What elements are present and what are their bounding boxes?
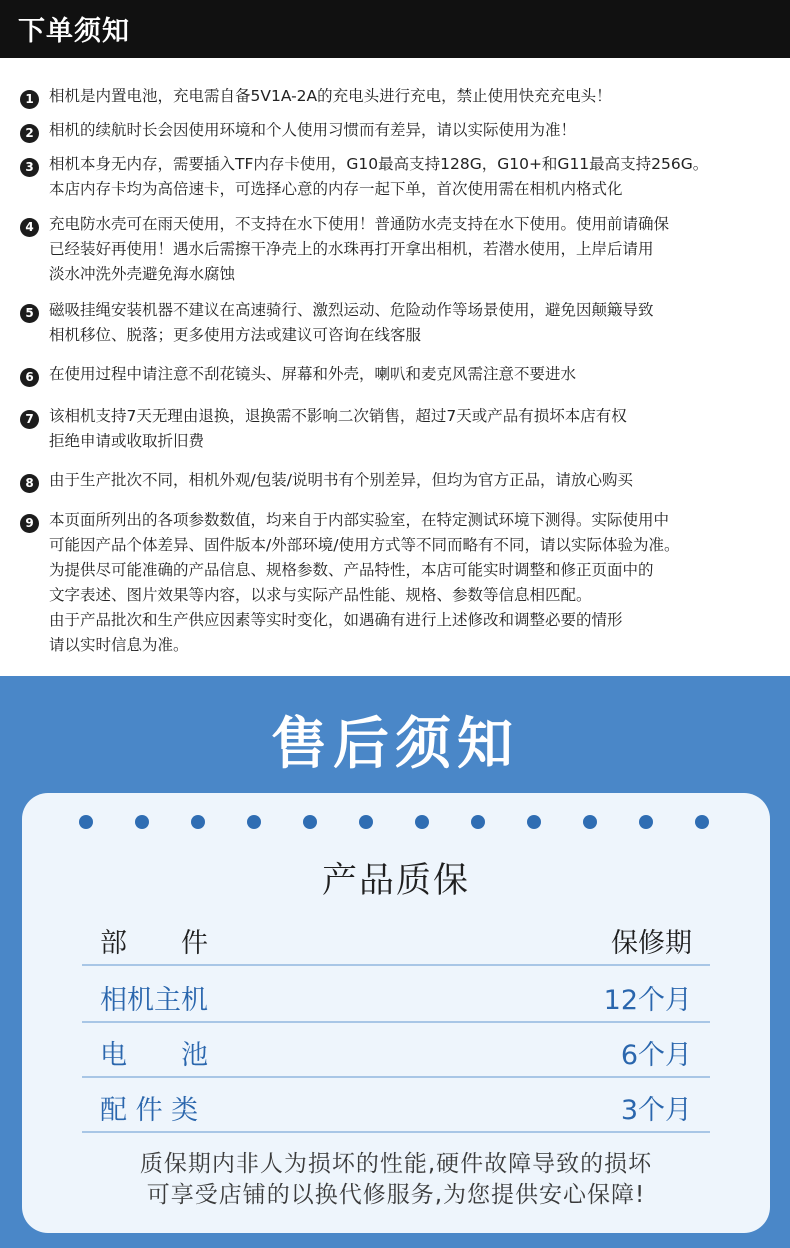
row-divider: [82, 1131, 710, 1133]
note-item: [20, 468, 785, 493]
warranty-period: 3个月: [620, 1095, 692, 1126]
note-text: 该相机支持7天无理由退换，退换需不影响二次销售，超过7天或产品有损坏本店有权 拒绝申请或收取折旧费: [49, 407, 627, 450]
decorative-dot: [471, 815, 485, 829]
number-badge: 9: [20, 514, 39, 533]
header-part: 部 件: [100, 928, 208, 959]
note-text: 相机本身无内存，需要插入TF内存卡使用，G10最高支持128G，G10+和G11最高支持256G。 本店内存卡均为高倍速卡，可选择心意的内存一起下单，首次使用需在相机内格式化: [49, 155, 709, 198]
note-text: 相机的续航时长会因使用环境和个人使用习惯而有差异，请以实际使用为准！: [49, 121, 577, 139]
note-text: 充电防水壳可在雨天使用，不支持在水下使用！普通防水壳支持在水下使用。使用前请确保 已经装好再使用！遇水后需擦干净壳上的水珠再打开拿出相机，若潜水使用，上岸后请用 淡水冲洗外壳避免海水腐蚀: [49, 215, 670, 283]
decorative-dot: [191, 815, 205, 829]
number-badge: 5: [20, 304, 39, 323]
note-item: [20, 362, 785, 387]
note-item: [20, 212, 785, 287]
part-name: 相机主机: [100, 985, 208, 1016]
note-text: 磁吸挂绳安装机器不建议在高速骑行、激烈运动、危险动作等场景使用，避免因颠簸导致 相机移位、脱落；更多使用方法或建议可咨询在线客服: [49, 301, 654, 344]
note-item: [20, 118, 785, 143]
warranty-period: 6个月: [620, 1040, 692, 1071]
table-header-row: [82, 911, 710, 966]
note-text: 在使用过程中请注意不刮花镜头、屏幕和外壳，喇叭和麦克风需注意不要进水: [49, 365, 577, 383]
warranty-card: [22, 793, 770, 1233]
after-sales-title: 售后须知: [271, 712, 519, 777]
number-badge: 8: [20, 474, 39, 493]
order-notice-title: 下单须知: [18, 16, 130, 47]
order-notice-header: [0, 0, 790, 58]
decorative-dot: [527, 815, 541, 829]
decorative-dot: [639, 815, 653, 829]
note-item: [20, 508, 785, 658]
table-row: [82, 1078, 710, 1133]
part-name: 配 件 类: [100, 1095, 199, 1126]
header-period: 保修期: [611, 928, 692, 959]
decorative-dot: [135, 815, 149, 829]
note-text: 本页面所列出的各项参数数值，均来自于内部实验室，在特定测试环境下测得。实际使用中 可能因产品个体差异、固件版本/外部环境/使用方式等不同而略有不同，请以实际体验为准。 为提供尽可能准确的产品信息、规格参数、产品特性，本店可能实时调整和修正页面中的 文字表述、图片效果等内容，以求与实际产品性能、规格、参数等信息相匹配。 由于产品批次和生产供应因素等实时变化，如遇确有进行上述修改和调整必要的情形 请以实时信息为准。: [49, 511, 680, 654]
number-badge: 6: [20, 368, 39, 387]
number-badge: 3: [20, 158, 39, 177]
decorative-dot: [79, 815, 93, 829]
decorative-dot: [583, 815, 597, 829]
after-sales-section: [0, 676, 790, 1248]
number-badge: 4: [20, 218, 39, 237]
decorative-dot: [695, 815, 709, 829]
note-item: [20, 404, 785, 454]
warranty-subtitle: 产品质保: [321, 861, 470, 901]
number-badge: 2: [20, 124, 39, 143]
warranty-footnote: 质保期内非人为损坏的性能,硬件故障导致的损坏 可享受店铺的以换代修服务,为您提供安心保障!: [139, 1151, 653, 1208]
warranty-period: 12个月: [603, 985, 692, 1016]
note-text: 由于生产批次不同，相机外观/包装/说明书有个别差异，但均为官方正品，请放心购买: [49, 471, 633, 489]
table-row: [82, 968, 710, 1023]
table-row: [82, 1023, 710, 1078]
number-badge: 1: [20, 90, 39, 109]
dot-row: [79, 815, 719, 829]
note-item: [20, 298, 785, 348]
row-divider: [82, 964, 710, 966]
note-item: [20, 152, 785, 202]
decorative-dot: [359, 815, 373, 829]
part-name: 电 池: [100, 1040, 208, 1071]
decorative-dot: [415, 815, 429, 829]
decorative-dot: [247, 815, 261, 829]
decorative-dot: [303, 815, 317, 829]
note-item: [20, 84, 785, 109]
note-text: 相机是内置电池，充电需自备5V1A-2A的充电头进行充电，禁止使用快充充电头！: [49, 87, 612, 105]
number-badge: 7: [20, 410, 39, 429]
